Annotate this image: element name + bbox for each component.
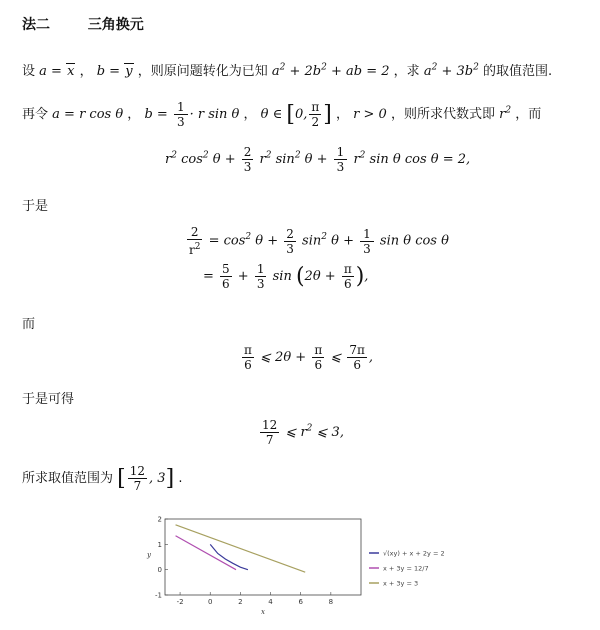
math-b-def: b = y [96, 64, 133, 79]
y-axis-label: y [147, 551, 151, 559]
text: ，则原问题转化为已知 [137, 64, 268, 79]
y-tick-label: 0 [157, 566, 162, 575]
paragraph-trig-sub [22, 100, 541, 129]
math-target: $a^2 + 3b^2$ [423, 62, 479, 79]
x-axis-label: x [261, 608, 265, 615]
text: 于是 [22, 199, 49, 214]
text: ，求 [393, 64, 420, 79]
answer-interval: [ $\frac{12}{7}$ , 3] [117, 464, 175, 493]
range-lo: 12 [129, 464, 146, 478]
equation-1: $r^2$ $\cos^2 \theta$ + $\frac{2}{3}$ $r^2$ $\sin^2 \theta$ + $\frac{1}{3}$ $r^2$ sin θ cos θ = 2, [165, 145, 471, 174]
text: . [178, 471, 183, 486]
y-tick-label: -1 [155, 591, 162, 600]
paragraph-substitution [22, 60, 552, 79]
text: ， [127, 107, 141, 122]
math-constraint: $a^2 + 2b^2$ + ab = 2 [271, 62, 390, 79]
x-tick-label: -2 [176, 598, 184, 606]
math-b-rsin: b = $\frac{1}{3}$ · r sin θ [144, 100, 240, 129]
text: 于是可得 [22, 392, 75, 407]
text: ， [243, 107, 257, 122]
equation-3: = $\frac{5}{6}$ + $\frac{1}{3}$ sin (2θ + $\frac{\pi}{6}$ ), [203, 262, 369, 291]
text: 所求取值范围为 [22, 471, 114, 486]
range-hi: 3 [157, 471, 166, 486]
x-tick-label: 0 [207, 598, 213, 606]
legend-label: x + 3y = 3 [383, 579, 419, 588]
text: ，则所求代数式即 [390, 107, 495, 122]
math-a-def: a = x [39, 64, 75, 79]
text: ，而 [515, 107, 542, 122]
text: ， [336, 107, 350, 122]
text: ， [79, 64, 93, 79]
section-heading [22, 14, 144, 34]
y-tick-label: 2 [157, 515, 162, 524]
text: 而 [22, 317, 36, 332]
topic-label: 三角换元 [87, 17, 144, 33]
y-tick-label: 1 [157, 540, 162, 549]
text: 再令 [22, 107, 49, 122]
math-a-rcos: a = r cos θ [52, 107, 124, 122]
inequality-r2: $\frac{12}{7}$ ⩽ $r^2$ ⩽ 3, [262, 418, 344, 447]
x-tick-label: 4 [268, 598, 273, 606]
x-tick-label: 2 [238, 598, 243, 606]
math-theta-range: θ ∈ [0, $\frac{\pi}{2}$ ] [260, 100, 332, 129]
equation-2: $\frac{2}{r^2}$ = $\cos^2 \theta$ + $\frac{2}{3}$ $\sin^2 \theta$ + $\frac{1}{3}$ sin θ cos θ [189, 225, 449, 257]
paragraph-answer [22, 464, 182, 493]
range-lo-den: 7 [133, 479, 142, 493]
legend-label: x + 3y = 12/7 [383, 564, 429, 573]
paragraph-er [22, 313, 35, 332]
text: 设 [22, 64, 36, 79]
math-r2: $r^2$ [499, 105, 512, 122]
method-label: 法二 [22, 17, 50, 33]
legend-label: √(xy) + x + 2y = 2 [383, 549, 445, 558]
x-tick-label: 6 [298, 598, 303, 606]
plot-figure [135, 515, 475, 615]
inequality-angle: $\frac{\pi}{6}$ ⩽ 2θ + $\frac{\pi}{6}$ ⩽ $\frac{7\pi}{6}$ , [244, 343, 374, 372]
text: 的取值范围. [482, 64, 553, 79]
math-r-pos: r > 0 [353, 107, 387, 122]
paragraph-kede [22, 388, 74, 407]
paragraph-yushi [22, 195, 48, 214]
x-tick-label: 8 [328, 598, 334, 606]
